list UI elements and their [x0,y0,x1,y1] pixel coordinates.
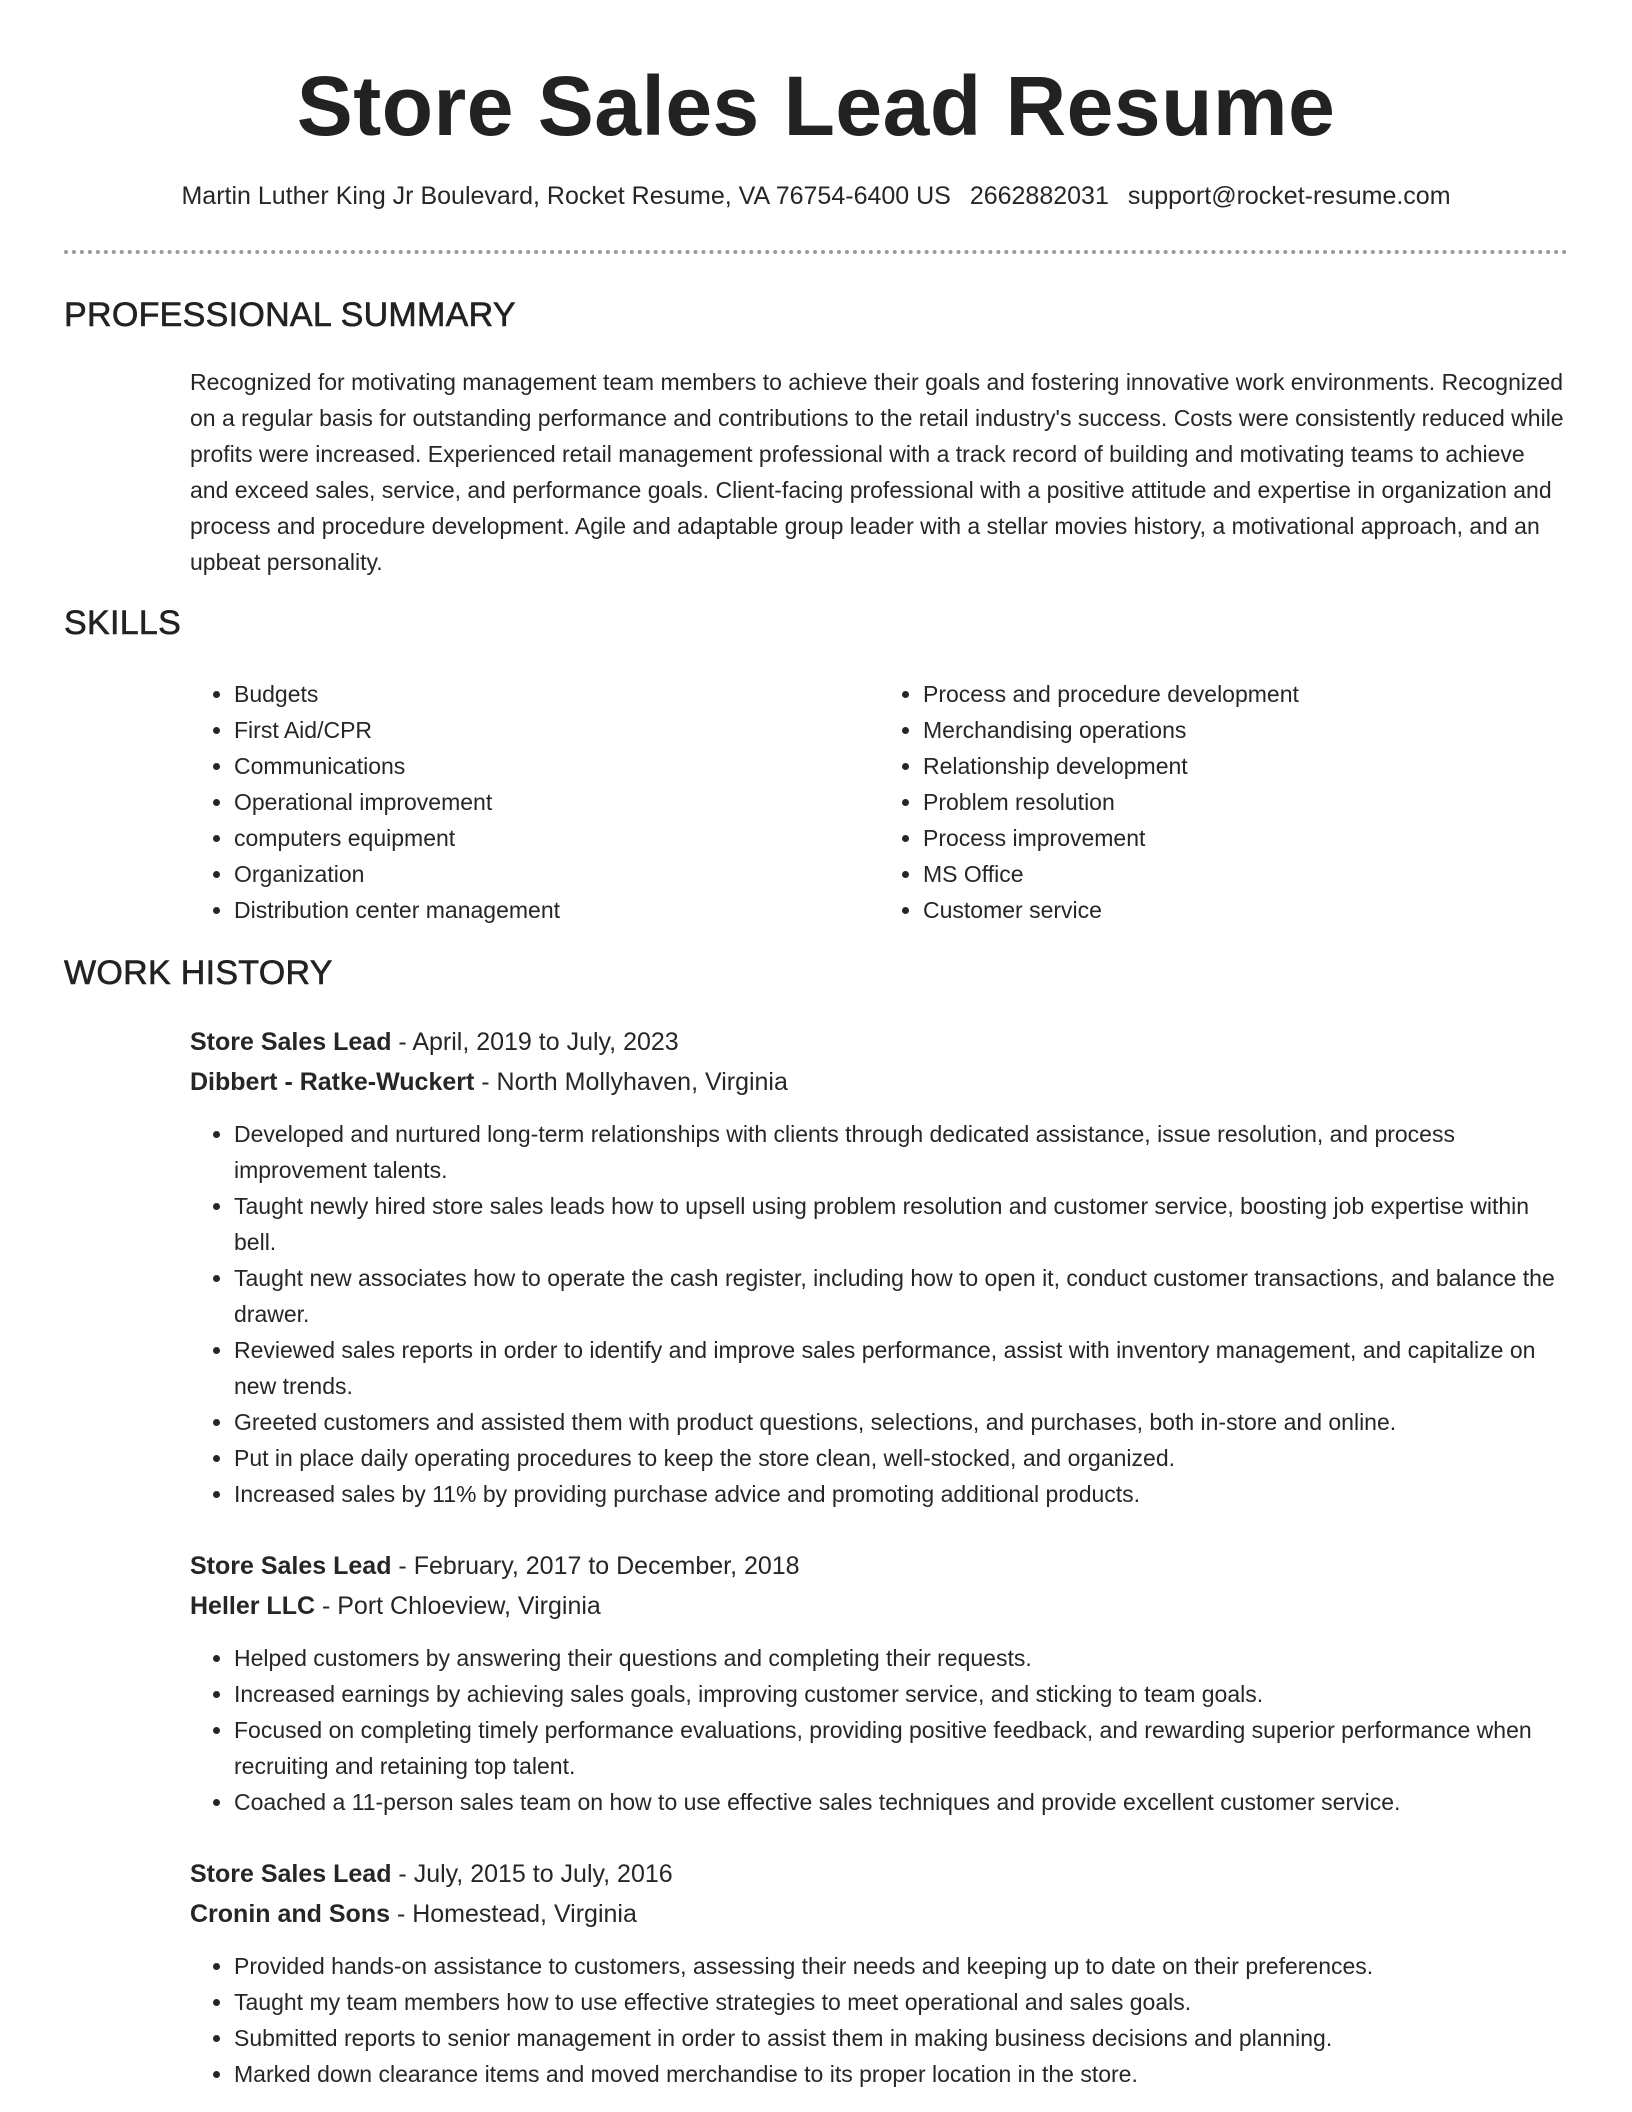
summary-text: Recognized for motivating management team members to achieve their goals and fostering innovative work environments. Recognized on a regular basis for outstanding performance and contributions to the retail industry's success. Costs were consistently reduced while profits were increased. Experienced retail management professional with a track record of building and motivating teams to achieve and exceed sales, service, and performance goals. Client-facing professional with a positive attitude and expertise in organization and process and procedure development. Agile and adaptable group leader with a stellar movies history, a motivational approach, and an upbeat personality. [190,369,1564,575]
email: support@rocket-resume.com [1127,182,1451,210]
job-title-line [190,1546,1568,1586]
job-dates: - February, 2017 to December, 2018 [391,1552,800,1580]
skill-item: • Process and procedure development [923,676,1568,712]
contact-line [0,182,1632,211]
skill-item: • Merchandising operations [923,712,1568,748]
skill-item: • Organization [234,856,879,892]
job-bullets [190,1948,1568,2092]
skill-item: • First Aid/CPR [234,712,879,748]
job-bullet: • Taught my team members how to use effective strategies to meet operational and sales goals. [234,1984,1568,2020]
job-location: - North Mollyhaven, Virginia [474,1068,788,1096]
job-bullet: • Increased sales by 11% by providing purchase advice and promoting additional products. [234,1476,1568,1512]
job-bullet: • Coached a 11-person sales team on how to use effective sales techniques and provide excellent customer service. [234,1784,1568,1820]
skill-item: • Communications [234,748,879,784]
address: Martin Luther King Jr Boulevard, Rocket Resume, VA 76754-6400 US [181,182,951,210]
resume-title: Store Sales Lead Resume [296,59,1336,153]
job-title-line [190,1022,1568,1062]
job-entry [190,1546,1568,1820]
job-company-line [190,1062,1568,1102]
job-location: - Port Chloeview, Virginia [315,1592,601,1620]
job-bullets [190,1116,1568,1512]
job-company-line [190,1894,1568,1934]
job-bullet: • Put in place daily operating procedures to keep the store clean, well-stocked, and organized. [234,1440,1568,1476]
job-bullet: • Taught new associates how to operate the cash register, including how to open it, conduct customer transactions, and balance the drawer. [234,1260,1568,1332]
skill-item: • Process improvement [923,820,1568,856]
job-dates: - July, 2015 to July, 2016 [391,1860,673,1888]
work-history-heading: WORK HISTORY [64,954,333,992]
skill-item: • computers equipment [234,820,879,856]
job-company: Dibbert - Ratke-Wuckert [190,1068,475,1096]
skill-item: • Operational improvement [234,784,879,820]
job-entry [190,1854,1568,2092]
job-company: Heller LLC [190,1592,316,1620]
skills-heading: SKILLS [64,604,182,642]
job-dates: - April, 2019 to July, 2023 [391,1028,679,1056]
job-title: Store Sales Lead [190,1860,392,1888]
skills-column-left [190,676,879,928]
job-bullets [190,1640,1568,1820]
job-title: Store Sales Lead [190,1552,392,1580]
job-bullet: • Greeted customers and assisted them with product questions, selections, and purchases, both in-store and online. [234,1404,1568,1440]
summary-heading: PROFESSIONAL SUMMARY [64,296,516,334]
job-title-line [190,1854,1568,1894]
job-bullet: • Developed and nurtured long-term relationships with clients through dedicated assistance, issue resolution, and process improvement talents. [234,1116,1568,1188]
job-bullet: • Provided hands-on assistance to customers, assessing their needs and keeping up to date on their preferences. [234,1948,1568,1984]
skill-item: • Relationship development [923,748,1568,784]
skill-item: • Budgets [234,676,879,712]
job-bullet: • Reviewed sales reports in order to identify and improve sales performance, assist with inventory management, and capitalize on new trends. [234,1332,1568,1404]
job-entry [190,1022,1568,1512]
job-bullet: • Marked down clearance items and moved merchandise to its proper location in the store. [234,2056,1568,2092]
skills-list [190,676,1568,928]
skill-item: • MS Office [923,856,1568,892]
job-company: Cronin and Sons [190,1900,390,1928]
job-title: Store Sales Lead [190,1028,392,1056]
job-bullet: • Increased earnings by achieving sales goals, improving customer service, and sticking to team goals. [234,1676,1568,1712]
skill-item: • Distribution center management [234,892,879,928]
skill-item: • Customer service [923,892,1568,928]
job-company-line [190,1586,1568,1626]
header-divider [64,250,1568,254]
job-bullet: • Submitted reports to senior management in order to assist them in making business decisions and planning. [234,2020,1568,2056]
phone: 2662882031 [969,182,1109,210]
skills-column-right [879,676,1568,928]
job-location: - Homestead, Virginia [390,1900,637,1928]
job-bullet: • Helped customers by answering their questions and completing their requests. [234,1640,1568,1676]
job-bullet: • Taught newly hired store sales leads how to upsell using problem resolution and customer service, boosting job expertise within bell. [234,1188,1568,1260]
skill-item: • Problem resolution [923,784,1568,820]
job-bullet: • Focused on completing timely performance evaluations, providing positive feedback, and rewarding superior performance when recruiting and retaining top talent. [234,1712,1568,1784]
